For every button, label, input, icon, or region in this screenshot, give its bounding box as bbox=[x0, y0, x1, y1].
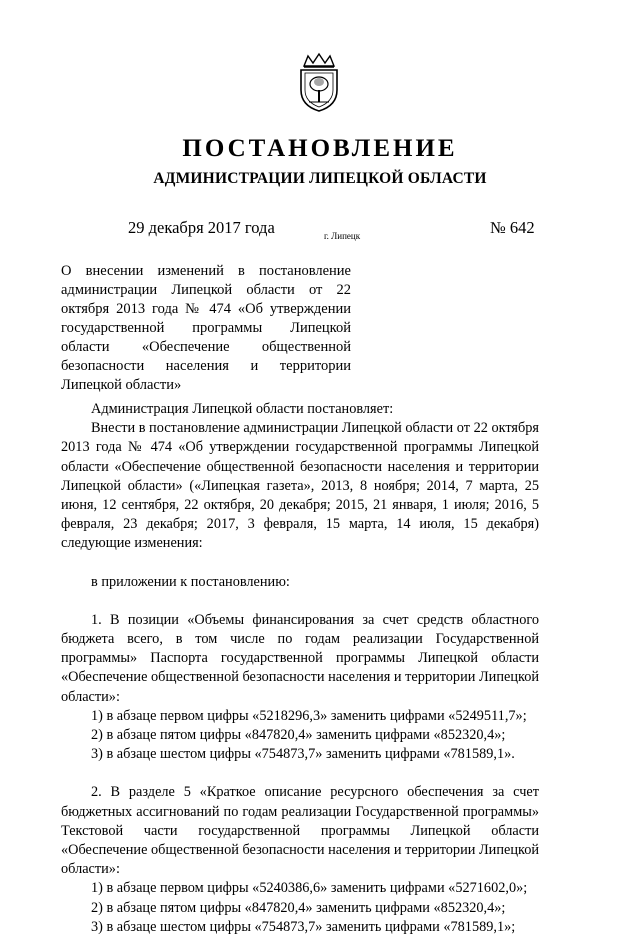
appendix-note: в приложении к постановлению: bbox=[91, 573, 290, 590]
document-subject: О внесении изменений в постановление администрации Липецкой области от 22 октября 2013 года № 474 «Об утверждении государственной программы Липецкой области «Обеспечение общественной безопасности населения и территории Липецкой области» bbox=[61, 263, 351, 393]
section-1-item: 3) в абзаце шестом цифры «754873,7» заменить цифрами «781589,1». bbox=[91, 746, 515, 763]
document-date: 29 декабря 2017 года bbox=[128, 218, 275, 237]
section-1-item: 2) в абзаце пятом цифры «847820,4» заменить цифрами «852320,4»; bbox=[91, 727, 506, 744]
section-1-intro: 1. В позиции «Объемы финансирования за счет средств областного бюджета всего, в том числе по годам реализации Государственной программы» Паспорта государственной программы Липецкой области «Обеспечение общественной безопасности населения и территории Липецкой области»: bbox=[61, 611, 539, 705]
document-title: ПОСТАНОВЛЕНИЕ bbox=[182, 135, 458, 162]
resolution-main-paragraph: Внести в постановление администрации Липецкой области от 22 октября 2013 года № 474 «Об утверждении государственной программы Липецкой области «Обеспечение общественной безопасности населения и территории Липецкой области» («Липецкая газета», 2013, 8 ноября; 2014, 7 марта, 25 июня, 12 сентября, 22 октября, 20 декабря; 2015, 21 января, 1 июля; 2016, 5 февраля, 23 декабря; 2017, 3 февраля, 15 марта, 14 июля, 15 декабря) следующие изменения: bbox=[61, 420, 539, 552]
section-2-item: 2) в абзаце пятом цифры «847820,4» заменить цифрами «852320,4»; bbox=[91, 899, 506, 916]
section-1-item: 1) в абзаце первом цифры «5218296,3» заменить цифрами «5249511,7»; bbox=[91, 707, 527, 724]
resolution-preamble: Администрация Липецкой области постановляет: bbox=[91, 401, 394, 417]
document-body bbox=[61, 400, 539, 937]
section-2-intro: 2. В разделе 5 «Краткое описание ресурсного обеспечения за счет бюджетных ассигнований по годам реализации Государственной программы» Текстовой части государственной программы Липецкой области «Обеспечение общественной безопасности населения и территории Липецкой области»: bbox=[61, 784, 539, 878]
document-city: г. Липецк bbox=[324, 231, 361, 241]
section-2-item: 1) в абзаце первом цифры «5240386,6» заменить цифрами «5271602,0»; bbox=[91, 880, 528, 897]
section-2-item: 3) в абзаце шестом цифры «754873,7» заменить цифрами «781589,1»; bbox=[91, 918, 516, 935]
document-subtitle: АДМИНИСТРАЦИИ ЛИПЕЦКОЙ ОБЛАСТИ bbox=[153, 170, 487, 187]
document-number: № 642 bbox=[490, 218, 535, 237]
lipetsk-coat-of-arms-icon bbox=[296, 52, 342, 112]
